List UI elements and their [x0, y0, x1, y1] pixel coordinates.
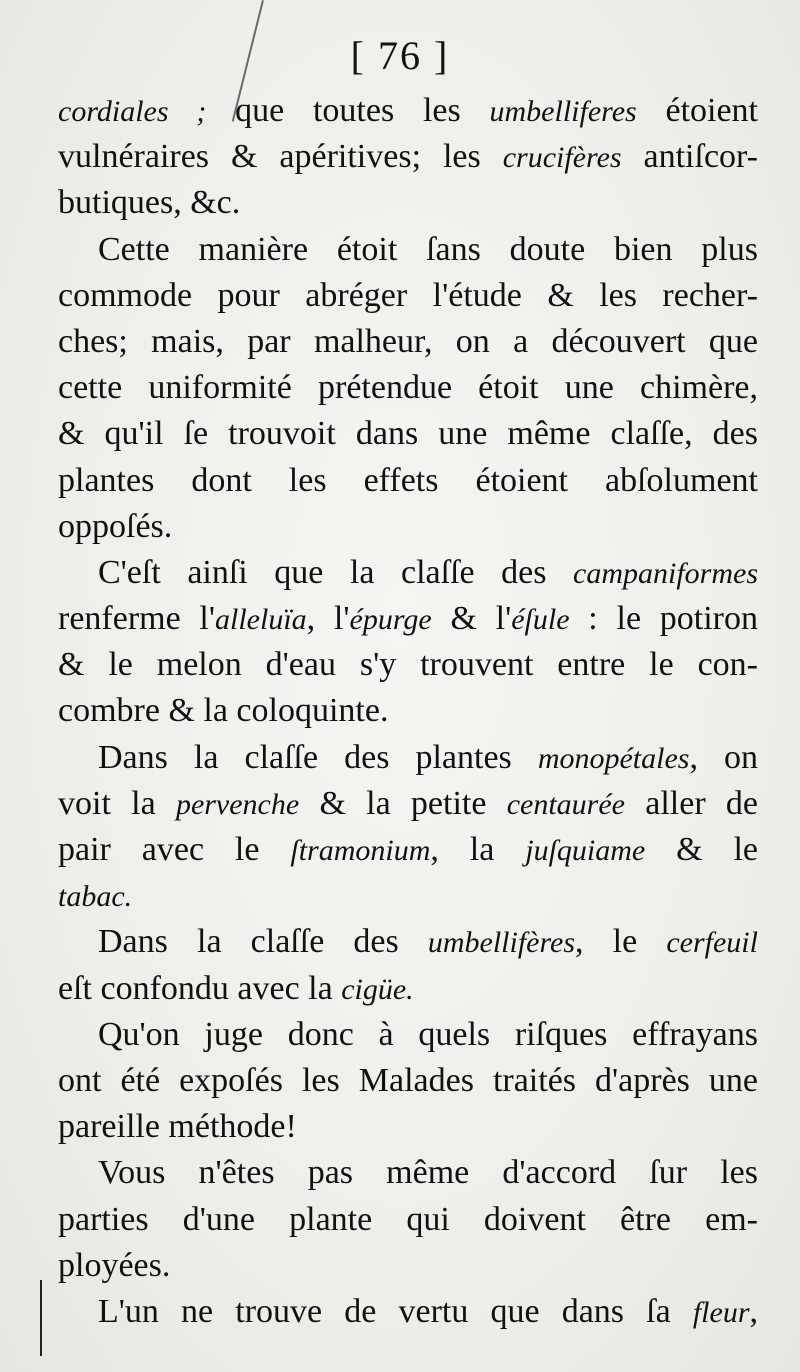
text-segment: ont été expoſés les Malades traités d'après une: [58, 1061, 758, 1099]
text-line: [58, 1289, 758, 1335]
text-line: [58, 227, 758, 273]
text-segment: , on: [689, 738, 759, 776]
text-line: [58, 1104, 758, 1150]
text-segment: vulnéraires & apéritives; les: [58, 138, 503, 176]
italic-term: ſtramonium: [290, 834, 431, 867]
text-line: [58, 688, 758, 734]
italic-term: monopétales: [537, 741, 690, 775]
text-segment: L'un ne trouve de vertu que dans ſa: [98, 1292, 693, 1330]
page-text: [58, 88, 758, 1335]
italic-term: campaniformes: [573, 556, 758, 590]
text-segment: & le melon d'eau s'y trouvent entre le con-: [58, 646, 758, 684]
text-line: [58, 365, 758, 411]
text-line: [58, 273, 758, 319]
italic-term: umbellifères: [427, 926, 576, 960]
text-line: [58, 88, 758, 134]
text-line: [58, 504, 758, 550]
text-segment: & l': [431, 600, 512, 638]
text-line: [58, 134, 758, 180]
text-segment: cette uniformité prétendue étoit une chimère,: [58, 369, 758, 407]
text-segment: antiſcor-: [621, 138, 759, 176]
page-number: [ 76 ]: [350, 33, 450, 78]
italic-term: alleluïa: [215, 603, 307, 637]
italic-term: éſule: [511, 603, 570, 637]
text-line: [58, 458, 758, 504]
text-segment: renferme l': [58, 600, 216, 638]
text-segment: & la petite: [299, 784, 507, 822]
text-line: [58, 1150, 758, 1196]
italic-term: pervenche: [175, 787, 300, 821]
italic-term: tabac.: [58, 880, 133, 914]
text-line: [58, 642, 758, 688]
text-segment: étoient: [636, 92, 759, 129]
italic-term: épurge: [349, 603, 432, 637]
text-segment: : le potiron: [569, 600, 758, 638]
text-segment: Qu'on juge donc à quels riſques effrayans: [98, 1015, 758, 1053]
text-segment: plantes dont les effets étoient abſolument: [58, 461, 758, 499]
text-segment: , la: [430, 831, 526, 868]
text-segment: aller de: [625, 784, 758, 822]
text-line: [58, 1243, 758, 1289]
text-line: [58, 550, 758, 596]
text-line: [58, 1058, 758, 1104]
text-line: [58, 411, 758, 457]
text-line: [58, 596, 758, 642]
text-line: [58, 319, 758, 365]
text-segment: Vous n'êtes pas même d'accord ſur les: [98, 1154, 758, 1192]
italic-term: crucifères: [502, 141, 622, 175]
text-segment: ,: [749, 1292, 758, 1330]
italic-term: cigüe.: [341, 972, 414, 1006]
text-segment: ployées.: [58, 1246, 171, 1284]
text-segment: combre & la coloquinte.: [58, 692, 389, 730]
text-segment: & le: [645, 831, 759, 868]
text-line: [58, 966, 758, 1012]
text-line: [58, 735, 758, 781]
italic-term: umbelliferes: [489, 95, 637, 128]
text-line: [58, 1012, 758, 1058]
text-segment: que toutes les: [206, 92, 490, 129]
text-segment: & qu'il ſe trouvoit dans une même claſſe, des: [58, 415, 758, 453]
text-segment: oppoſés.: [58, 507, 173, 545]
text-segment: pareille méthode!: [58, 1108, 297, 1146]
text-line: [58, 827, 758, 873]
text-segment: C'eſt ainſi que la claſſe des: [98, 553, 574, 591]
text-segment: Dans la claſſe des plantes: [98, 738, 538, 776]
text-segment: parties d'une plante qui doivent être em-: [58, 1200, 758, 1238]
text-segment: Cette manière étoit ſans doute bien plus: [98, 230, 758, 268]
margin-mark: [40, 1280, 42, 1356]
italic-term: centaurée: [506, 787, 625, 821]
italic-term: fleur: [692, 1295, 750, 1329]
text-segment: eſt confondu avec la: [58, 969, 342, 1007]
text-segment: , l': [306, 600, 350, 638]
text-line: [58, 919, 758, 965]
italic-term: juſquiame: [525, 834, 646, 867]
text-line: [58, 781, 758, 827]
text-segment: Dans la claſſe des: [98, 923, 428, 961]
text-line: [58, 180, 758, 226]
text-segment: pair avec le: [58, 831, 291, 868]
text-segment: voit la: [58, 784, 176, 822]
text-segment: ches; mais, par malheur, on a découvert que: [58, 322, 758, 360]
italic-term: cordiales ;: [58, 95, 207, 128]
text-segment: commode pour abréger l'étude & les recher-: [58, 276, 758, 314]
italic-term: cerfeuil: [666, 926, 758, 960]
text-line: [58, 873, 758, 919]
text-line: [58, 1197, 758, 1243]
text-segment: , le: [575, 923, 667, 961]
text-segment: butiques, &c.: [58, 184, 241, 222]
